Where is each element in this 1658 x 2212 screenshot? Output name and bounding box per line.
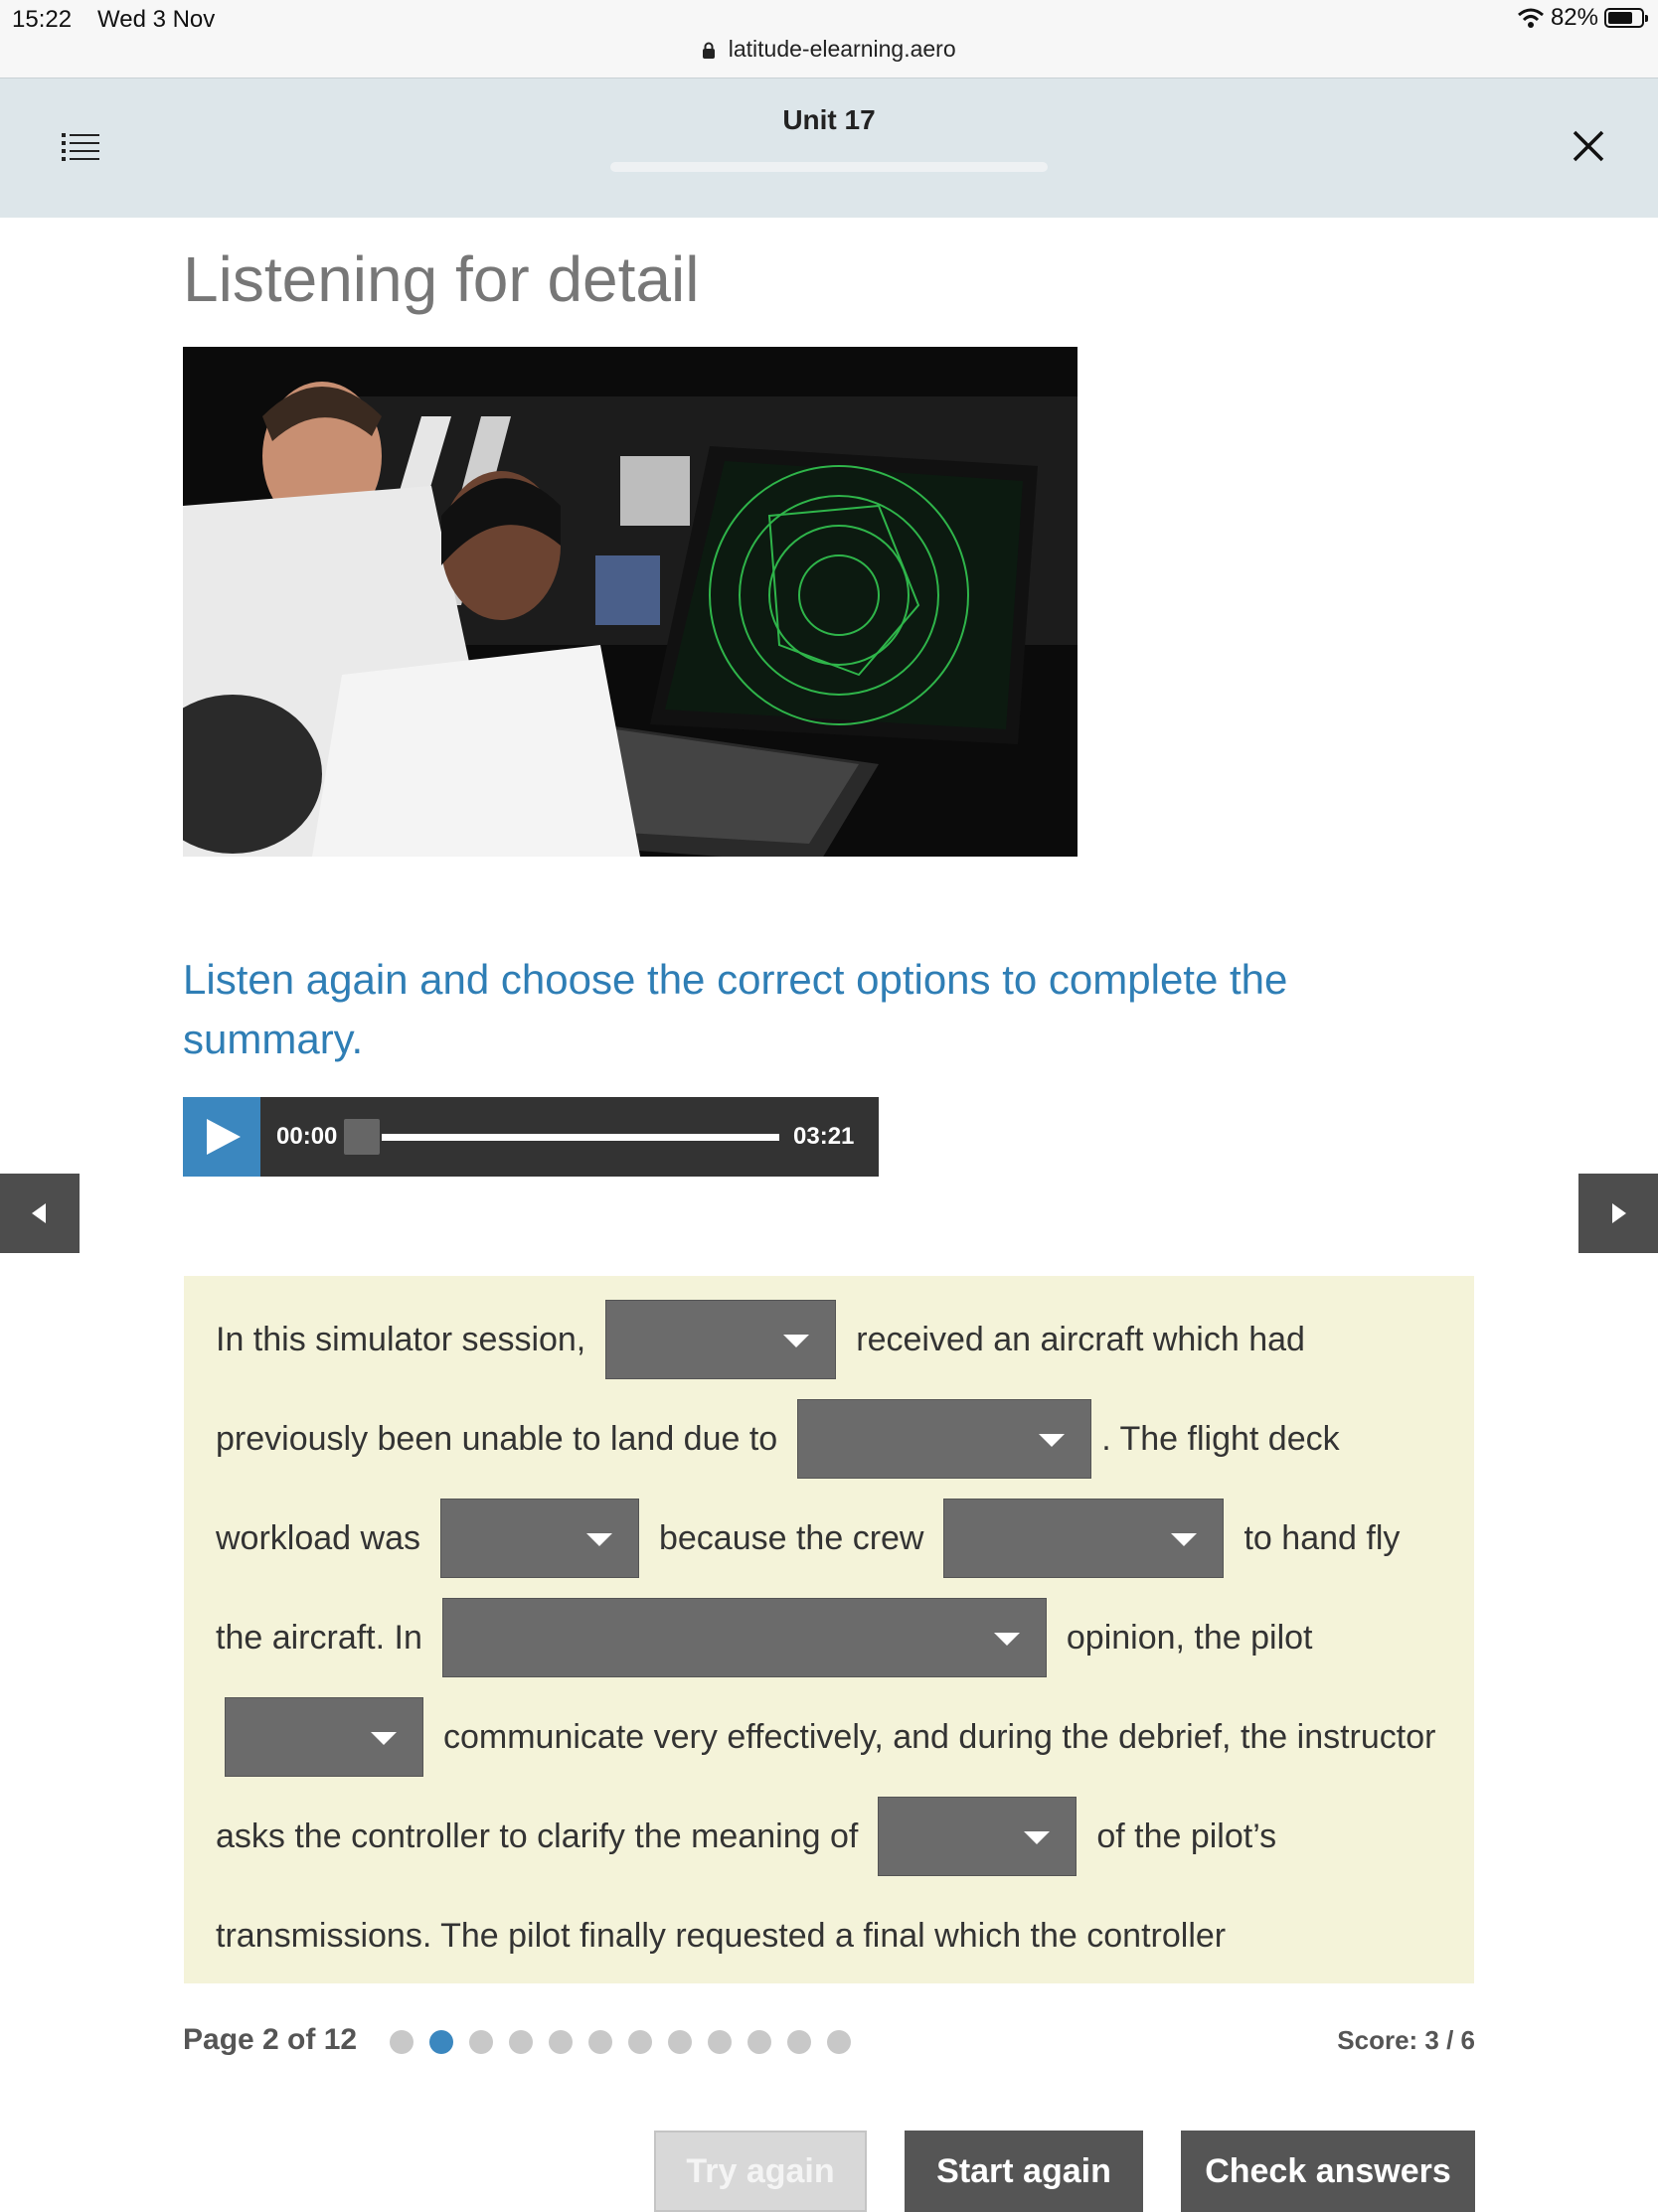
- caret-right-icon: [1578, 1174, 1658, 1253]
- status-date: Wed 3 Nov: [97, 6, 216, 33]
- passage-text: communicate very effectively, and during the debrief, the instructor: [443, 1717, 1436, 1756]
- passage-text: transmissions. The pilot finally requested a final which the controller: [216, 1916, 1227, 1955]
- passage-text: because the crew: [658, 1518, 924, 1557]
- page-indicator: Page 2 of 12: [183, 2023, 358, 2056]
- passage-text: opinion, the pilot: [1066, 1618, 1313, 1657]
- unit-progress-bar: [610, 162, 1048, 172]
- page-dot-10[interactable]: [747, 2030, 771, 2054]
- wifi-icon: [1517, 7, 1545, 29]
- page-dot-9[interactable]: [708, 2030, 732, 2054]
- chevron-down-icon: [586, 1533, 612, 1546]
- passage-line-5: [225, 1697, 1435, 1777]
- passage-text: of the pilot’s: [1096, 1817, 1277, 1855]
- page-dot-12[interactable]: [827, 2030, 851, 2054]
- page-dot-6[interactable]: [588, 2030, 612, 2054]
- passage-line-2: [216, 1399, 1340, 1479]
- chevron-down-icon: [1024, 1831, 1050, 1844]
- page-dot-3[interactable]: [469, 2030, 493, 2054]
- caret-left-icon: [0, 1174, 80, 1253]
- chevron-down-icon: [1171, 1533, 1197, 1546]
- answer-dropdown-3[interactable]: [440, 1499, 639, 1578]
- passage-text: received an aircraft which had: [856, 1320, 1305, 1358]
- answer-dropdown-7[interactable]: [878, 1797, 1077, 1876]
- summary-passage: [184, 1276, 1474, 1983]
- next-page-button[interactable]: [1578, 1174, 1658, 1253]
- passage-text: previously been unable to land due to: [216, 1419, 778, 1458]
- battery-percent: 82%: [1550, 4, 1598, 31]
- start-again-button[interactable]: Start again: [905, 2131, 1143, 2212]
- url-text: latitude-elearning.aero: [728, 36, 956, 62]
- chevron-down-icon: [1039, 1434, 1065, 1447]
- answer-dropdown-6[interactable]: [225, 1697, 423, 1777]
- passage-text: the aircraft. In: [216, 1618, 422, 1657]
- audio-current-time: 00:00: [276, 1123, 338, 1150]
- url-bar[interactable]: [0, 36, 1658, 63]
- page-dot-5[interactable]: [549, 2030, 573, 2054]
- page-title: Listening for detail: [183, 243, 700, 315]
- passage-line-1: [216, 1300, 1305, 1379]
- chevron-down-icon: [371, 1732, 397, 1745]
- chevron-down-icon: [994, 1633, 1020, 1646]
- page-dots: [390, 2030, 851, 2054]
- passage-text: to hand fly: [1244, 1518, 1401, 1557]
- battery-icon: [1604, 8, 1644, 28]
- unit-title: Unit 17: [782, 104, 876, 135]
- page-dot-1[interactable]: [390, 2030, 414, 2054]
- close-icon[interactable]: [1571, 128, 1606, 164]
- status-indicators: [1517, 4, 1644, 32]
- lock-icon: [702, 42, 716, 60]
- exercise-instruction: Listen again and choose the correct options to complete the summary.: [183, 956, 1288, 1062]
- unit-header: [0, 78, 1658, 218]
- page-dot-4[interactable]: [509, 2030, 533, 2054]
- play-button[interactable]: [183, 1097, 260, 1177]
- audio-seek-track[interactable]: [382, 1134, 779, 1141]
- page-dot-8[interactable]: [668, 2030, 692, 2054]
- check-answers-button[interactable]: Check answers: [1181, 2131, 1475, 2212]
- audio-player: [183, 1097, 879, 1177]
- status-bar: [0, 0, 1658, 78]
- audio-seek-handle[interactable]: [344, 1119, 380, 1155]
- chevron-down-icon: [783, 1335, 809, 1347]
- answer-dropdown-4[interactable]: [943, 1499, 1224, 1578]
- answer-dropdown-5[interactable]: [442, 1598, 1047, 1677]
- answer-dropdown-1[interactable]: [605, 1300, 836, 1379]
- previous-page-button[interactable]: [0, 1174, 80, 1253]
- answer-dropdown-2[interactable]: [797, 1399, 1091, 1479]
- passage-text: workload was: [216, 1518, 420, 1557]
- page-dot-2[interactable]: [429, 2030, 453, 2054]
- passage-text: . The flight deck: [1101, 1419, 1340, 1458]
- passage-line-7: [216, 1896, 1226, 1975]
- play-icon: [183, 1097, 260, 1177]
- passage-text: In this simulator session,: [216, 1320, 586, 1358]
- score-label: Score: 3 / 6: [1337, 2025, 1475, 2055]
- page-dot-11[interactable]: [787, 2030, 811, 2054]
- status-time: 15:22: [12, 6, 73, 33]
- passage-line-6: [216, 1797, 1276, 1876]
- try-again-button[interactable]: Try again: [654, 2131, 867, 2212]
- page-dot-7[interactable]: [628, 2030, 652, 2054]
- atc-simulator-photo: [183, 347, 1078, 857]
- passage-line-4: [216, 1598, 1313, 1677]
- passage-line-3: [216, 1499, 1400, 1578]
- passage-text: asks the controller to clarify the meaning of: [216, 1817, 859, 1855]
- audio-duration: 03:21: [793, 1123, 855, 1150]
